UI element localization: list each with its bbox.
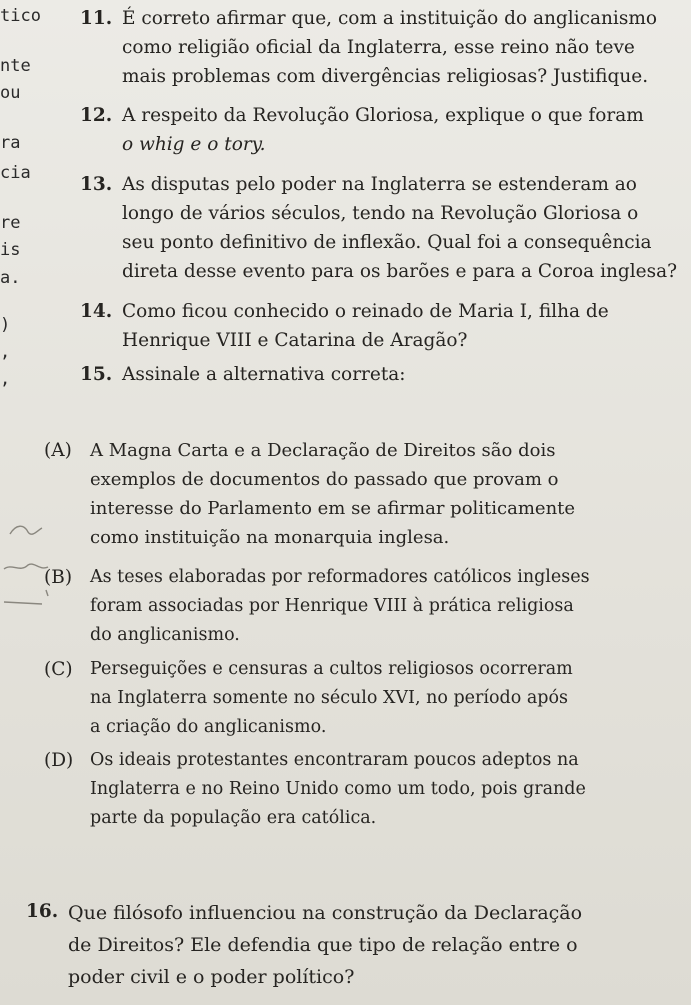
margin-fragment: cia [0, 163, 31, 183]
question-number: 11. [80, 8, 113, 29]
text-line: interesse do Parlamento em se afirmar politicamente [90, 498, 576, 519]
text-line: Os ideais protestantes encontraram poucos adeptos na [90, 750, 579, 770]
question-14-text [122, 297, 609, 355]
margin-fragment: tico [0, 6, 41, 26]
margin-fragment: ) [0, 315, 11, 335]
text-line: Henrique VIII e Catarina de Aragão? [122, 330, 468, 351]
margin-fragment: re [0, 213, 21, 233]
text-line: longo de vários séculos, tendo na Revolução Gloriosa o [122, 203, 639, 224]
question-number: 14. [80, 301, 113, 322]
question-number: 15. [80, 364, 113, 385]
option-letter: (C) [44, 659, 73, 680]
text-line: A respeito da Revolução Gloriosa, explique o que foram [122, 105, 644, 126]
text-line: como religião oficial da Inglaterra, esse reino não teve [122, 37, 635, 58]
option-letter: (A) [44, 440, 72, 461]
question-16-text [68, 897, 582, 993]
question-number: 16. [26, 901, 59, 922]
text-line: direta desse evento para os barões e para a Coroa inglesa? [122, 261, 678, 282]
pencil-mark [2, 520, 72, 540]
text-line: A Magna Carta e a Declaração de Direitos são dois [90, 440, 556, 461]
text-line: como instituição na monarquia inglesa. [90, 527, 450, 548]
text-line: As disputas pelo poder na Inglaterra se estenderam ao [122, 174, 637, 195]
text-line: seu ponto definitivo de inflexão. Qual foi a consequência [122, 232, 652, 253]
text-line: a criação do anglicanismo. [90, 717, 327, 737]
text-line: poder civil e o poder político? [68, 966, 355, 988]
option-c-text [90, 655, 573, 742]
text-line: do anglicanismo. [90, 625, 240, 645]
margin-fragment: is [0, 240, 21, 260]
question-number: 12. [80, 105, 113, 126]
text-line: Inglaterra e no Reino Unido como um todo, pois grande [90, 779, 586, 799]
option-d-text [90, 746, 586, 833]
margin-fragment: , [0, 342, 11, 362]
margin-fragment: ou [0, 83, 21, 103]
text-line: exemplos de documentos do passado que provam o [90, 469, 559, 490]
margin-fragment: nte [0, 56, 31, 76]
text-line: As teses elaboradas por reformadores católicos ingleses [90, 567, 590, 587]
text-line: Que filósofo influenciou na construção da Declaração [68, 902, 583, 924]
margin-fragment: ra [0, 133, 21, 153]
text-line: mais problemas com divergências religiosas? Justifique. [122, 66, 649, 87]
text-line: É correto afirmar que, com a instituição do anglicanismo [122, 8, 658, 29]
question-13-text [122, 170, 677, 286]
option-letter: (B) [44, 567, 73, 588]
question-number: 13. [80, 174, 113, 195]
option-a-text [90, 436, 575, 552]
text-line: parte da população era católica. [90, 808, 377, 828]
question-11-text [122, 4, 657, 91]
margin-fragment: a. [0, 268, 21, 288]
text-line: Perseguições e censuras a cultos religiosos ocorreram [90, 659, 573, 679]
text-line: de Direitos? Ele defendia que tipo de relação entre o [68, 934, 578, 956]
text-line: foram associadas por Henrique VIII à prática religiosa [90, 596, 574, 616]
text-line: Como ficou conhecido o reinado de Maria I, filha de [122, 301, 609, 322]
question-15-stem: Assinale a alternativa correta: [122, 364, 406, 385]
margin-fragment: , [0, 369, 11, 389]
option-b-text [90, 563, 590, 650]
option-letter: (D) [44, 750, 74, 771]
text-line: o whig e o tory. [122, 134, 266, 155]
question-12-text [122, 101, 644, 159]
text-line: na Inglaterra somente no século XVI, no período após [90, 688, 568, 708]
